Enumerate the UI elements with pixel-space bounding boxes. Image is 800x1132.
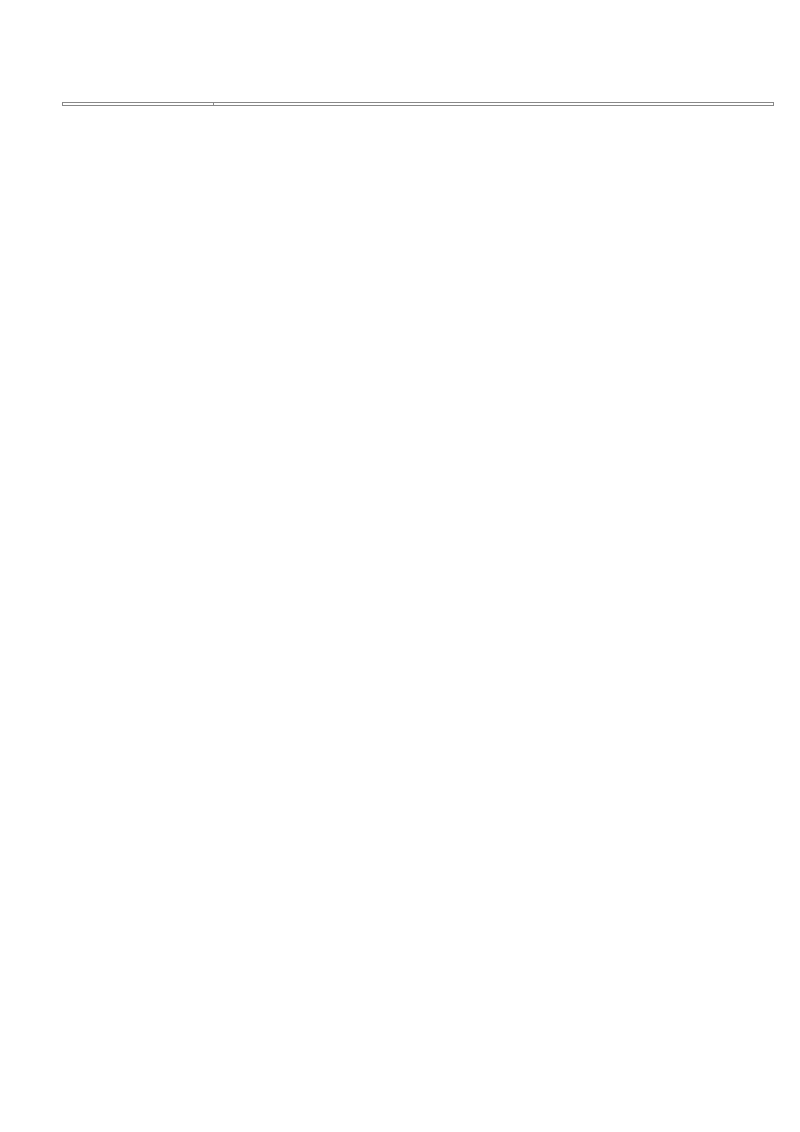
- top-table-value: [214, 103, 774, 106]
- section-7-heading: [64, 132, 774, 148]
- top-table: [62, 102, 774, 106]
- document-content: [62, 102, 774, 175]
- top-table-key: [63, 103, 214, 106]
- section-8-heading: [64, 156, 774, 172]
- section-6-heading: [64, 111, 774, 127]
